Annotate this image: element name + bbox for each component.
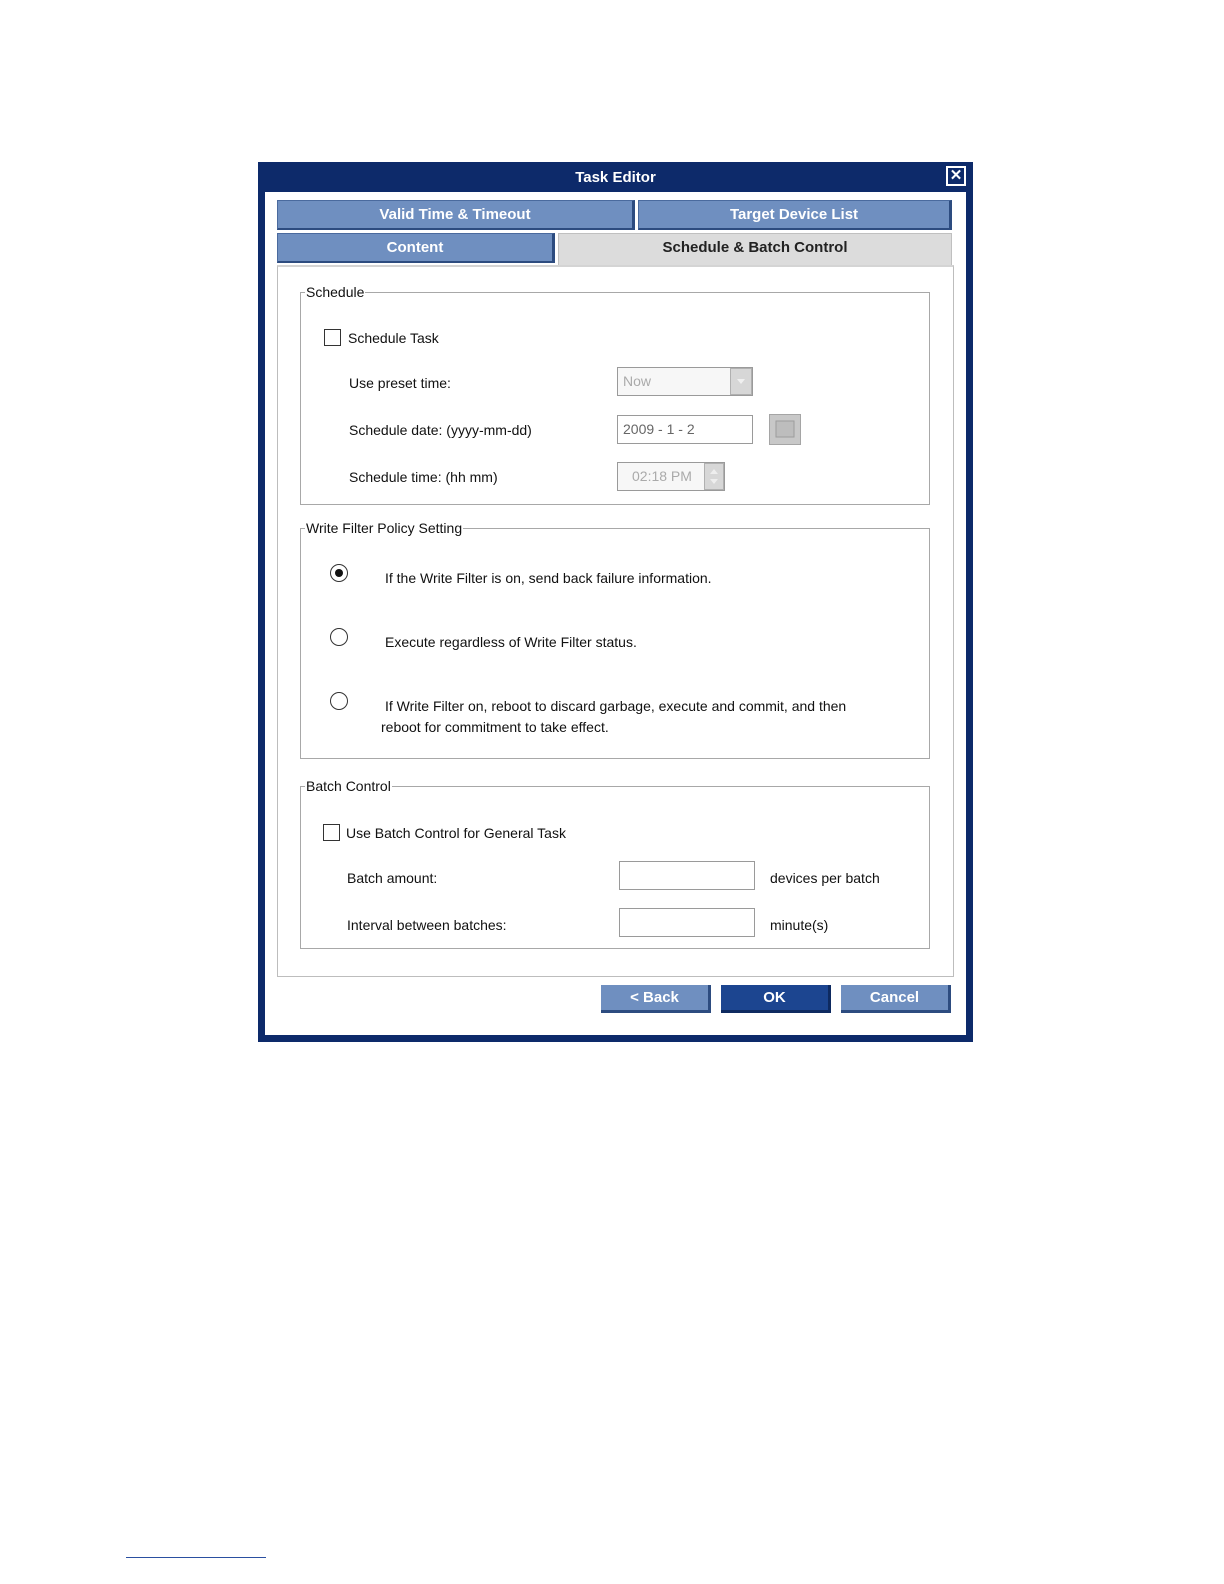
close-icon: ✕ — [949, 167, 963, 184]
use-batch-control-checkbox[interactable] — [323, 824, 340, 841]
batch-amount-unit: devices per batch — [770, 870, 880, 886]
calendar-icon — [770, 415, 800, 444]
radio-label-execute: Execute regardless of Write Filter status. — [385, 634, 637, 650]
dialog-title: Task Editor — [575, 169, 656, 186]
use-batch-control-label: Use Batch Control for General Task — [346, 825, 566, 841]
batch-interval-unit: minute(s) — [770, 917, 829, 933]
radio-label-reboot-line1: If Write Filter on, reboot to discard garbage, execute and commit, and then — [385, 698, 847, 714]
calendar-picker-button[interactable] — [769, 414, 801, 445]
schedule-task-label: Schedule Task — [348, 330, 439, 346]
back-button[interactable]: < Back — [601, 985, 711, 1013]
close-button[interactable] — [946, 166, 966, 186]
batch-amount-input[interactable] — [619, 861, 755, 890]
tab-target-device-list[interactable]: Target Device List — [638, 200, 952, 230]
tab-content[interactable]: Content — [277, 233, 555, 263]
ok-button[interactable]: OK — [721, 985, 831, 1013]
radio-write-filter-failure[interactable] — [330, 564, 348, 582]
schedule-date-input[interactable]: 2009 - 1 - 2 — [617, 415, 753, 444]
radio-execute-regardless[interactable] — [330, 628, 348, 646]
tab-valid-time-timeout[interactable]: Valid Time & Timeout — [277, 200, 635, 230]
schedule-time-value: 02:18 PM — [632, 468, 692, 484]
task-editor-dialog — [258, 162, 973, 1042]
schedule-task-checkbox[interactable] — [324, 329, 341, 346]
time-spin-buttons[interactable] — [704, 463, 724, 490]
dialog-body — [265, 192, 966, 1035]
schedule-legend: Schedule — [306, 284, 365, 300]
preset-time-value: Now — [623, 373, 652, 389]
radio-selected-dot — [335, 569, 343, 577]
preset-time-select[interactable] — [617, 367, 753, 396]
radio-label-failure: If the Write Filter is on, send back failure information. — [385, 570, 712, 586]
cancel-button[interactable]: Cancel — [841, 985, 951, 1013]
batch-control-legend: Batch Control — [306, 778, 391, 794]
chevron-down-icon — [731, 369, 751, 394]
schedule-date-label: Schedule date: (yyyy-mm-dd) — [349, 422, 532, 438]
batch-interval-input[interactable] — [619, 908, 755, 937]
schedule-time-spinner[interactable] — [617, 462, 725, 491]
footnote-divider — [126, 1557, 266, 1558]
tab-panel — [277, 265, 954, 977]
radio-label-reboot-line2: reboot for commitment to take effect. — [381, 719, 609, 735]
schedule-time-label: Schedule time: (hh mm) — [349, 469, 498, 485]
radio-reboot-commit[interactable] — [330, 692, 348, 710]
preset-time-label: Use preset time: — [349, 375, 451, 391]
batch-interval-label: Interval between batches: — [347, 917, 507, 933]
tab-schedule-batch-control[interactable]: Schedule & Batch Control — [558, 233, 952, 267]
spin-arrows-icon — [705, 464, 723, 489]
dropdown-arrow-button[interactable] — [730, 368, 752, 395]
write-filter-legend: Write Filter Policy Setting — [306, 520, 463, 536]
batch-amount-label: Batch amount: — [347, 870, 438, 886]
